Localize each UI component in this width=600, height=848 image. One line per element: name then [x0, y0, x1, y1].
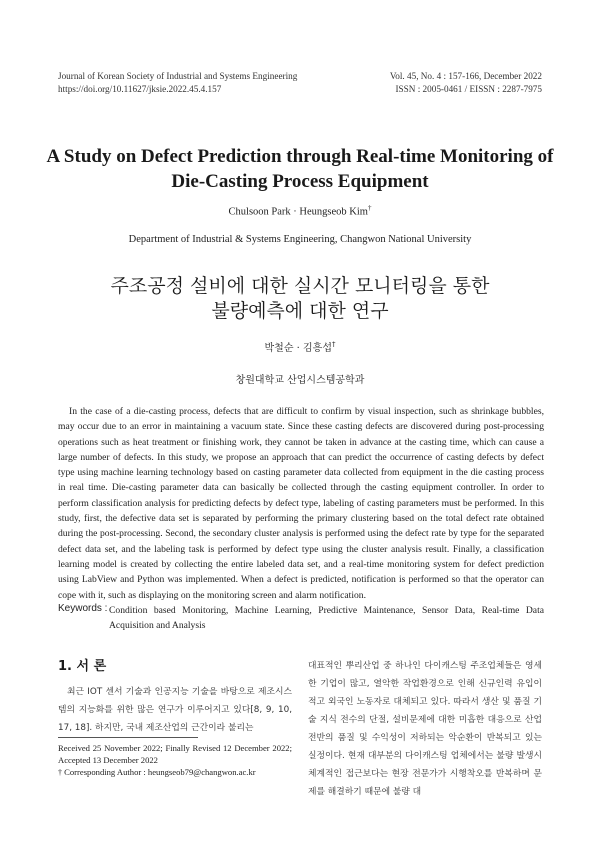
korean-title — [40, 274, 560, 324]
english-affiliation: Department of Industrial & Systems Engineering, Changwon National University — [128, 234, 472, 245]
doi-link[interactable]: https://doi.org/10.11627/jksie.2022.45.4.157 — [58, 84, 222, 94]
english-title — [40, 144, 560, 194]
section-heading-introduction: 1. 서 론 — [58, 659, 107, 674]
journal-name: Journal of Korean Society of Industrial and Systems Engineering — [58, 71, 298, 81]
korean-title-line-2: 불량예측에 대한 연구 — [211, 300, 389, 322]
introduction-right-column: 대표적인 뿌리산업 중 하나인 다이캐스팅 주조업체들은 영세한 기업이 많고, 열악한 작업환경으로 인해 신규인력 유입이 적고 외국인 노동자로 대체되고 있다. 따라서 생산 및 품질 기술 지식 전수의 단절, 설비문제에 대한 미흡한 대응으로 산업 전반의 품질 및 수익성이 저하되는 악순환이 반복되고 있는 실정이다. 현재 대부분의 다이캐스팅 업체에서는 불량 발생시 체계적인 접근보다는 현장 전문가가 시행착오를 반복하며 문제를 해결하기 때문에 불량 대 — [308, 661, 542, 797]
dagger-mark: † — [58, 768, 62, 777]
english-author-names: Chulsoon Park · Heungseob Kim — [228, 206, 368, 218]
volume-info: Vol. 45, No. 4 : 157-166, December 2022 — [389, 71, 542, 81]
introduction-left-column: 최근 IOT 센서 기술과 인공지능 기술을 바탕으로 제조시스템의 지능화를 위한 많은 연구가 이루어지고 있다[8, 9, 10, 17, 18]. 하지만, 국내 제조산업의 근간이라 불리는 — [58, 687, 292, 733]
received-dates: Received 25 November 2022; Finally Revised 12 December 2022; Accepted 13 December 2022 — [58, 743, 292, 765]
issn-info: ISSN : 2005-0461 / EISSN : 2287-7975 — [395, 84, 542, 94]
english-title-line-1: A Study on Defect Prediction through Real-time Monitoring of — [46, 146, 554, 167]
korean-affiliation: 창원대학교 산업시스템공학과 — [235, 375, 365, 386]
journal-header-right — [390, 70, 542, 96]
keywords-text: Condition based Monitoring, Machine Learning, Predictive Maintenance, Sensor Data, Real-time Data Acquisition and Analysis — [109, 605, 544, 631]
journal-header-left — [58, 70, 297, 96]
abstract: In the case of a die-casting process, defects that are difficult to confirm by visual inspection, such as shrinkage bubbles, may occur due to an error in maintaining a vacuum state. Since these casting defects are discovered during post-processing operations such as heat treatment or finishing work, they cannot be taken in advance at the casting time, which can cause a large number of defects. In this study, we propose an approach that can predict the occurrence of casting defects by defect type using machine learning technology based on casting parameter data collected from equipment in the die casting process in real time. Die-casting parameter data can basically be collected through the casting equipment controller. In order to perform classification analysis for predicting defects by defect type, labeling of casting parameters must be performed. In this study, first, the defective data set is separated by performing the primary clustering based on the total defect rate obtained during the post-processing. Second, the secondary cluster analysis is performed using the defect rate by type for the separated defect data set, and the labeling task is performed by defect type using the cluster analysis result. Finally, a classification learning model is created by collecting the entire labeled data set, and a real-time monitoring system for defect prediction using LabView and Python was implemented. When a defect is predicted, notification is performed so that the operator can cope with it, such as displaying on the monitoring screen and alarm notification. — [58, 406, 544, 601]
korean-title-line-1: 주조공정 설비에 대한 실시간 모니터링을 통한 — [110, 275, 490, 297]
english-authors — [0, 204, 600, 218]
corresponding-author-note — [58, 766, 292, 779]
keywords-label: Keywords : — [58, 603, 108, 614]
english-title-line-2: Die-Casting Process Equipment — [171, 171, 429, 192]
korean-corresponding-mark: † — [332, 340, 336, 349]
korean-authors — [0, 339, 600, 354]
korean-author-names: 박철순 · 김흥섭 — [264, 343, 332, 354]
corresponding-author-email[interactable]: Corresponding Author : heungseob79@changwon.ac.kr — [62, 767, 256, 777]
corresponding-mark: † — [367, 204, 372, 212]
footnote-divider — [58, 737, 198, 738]
